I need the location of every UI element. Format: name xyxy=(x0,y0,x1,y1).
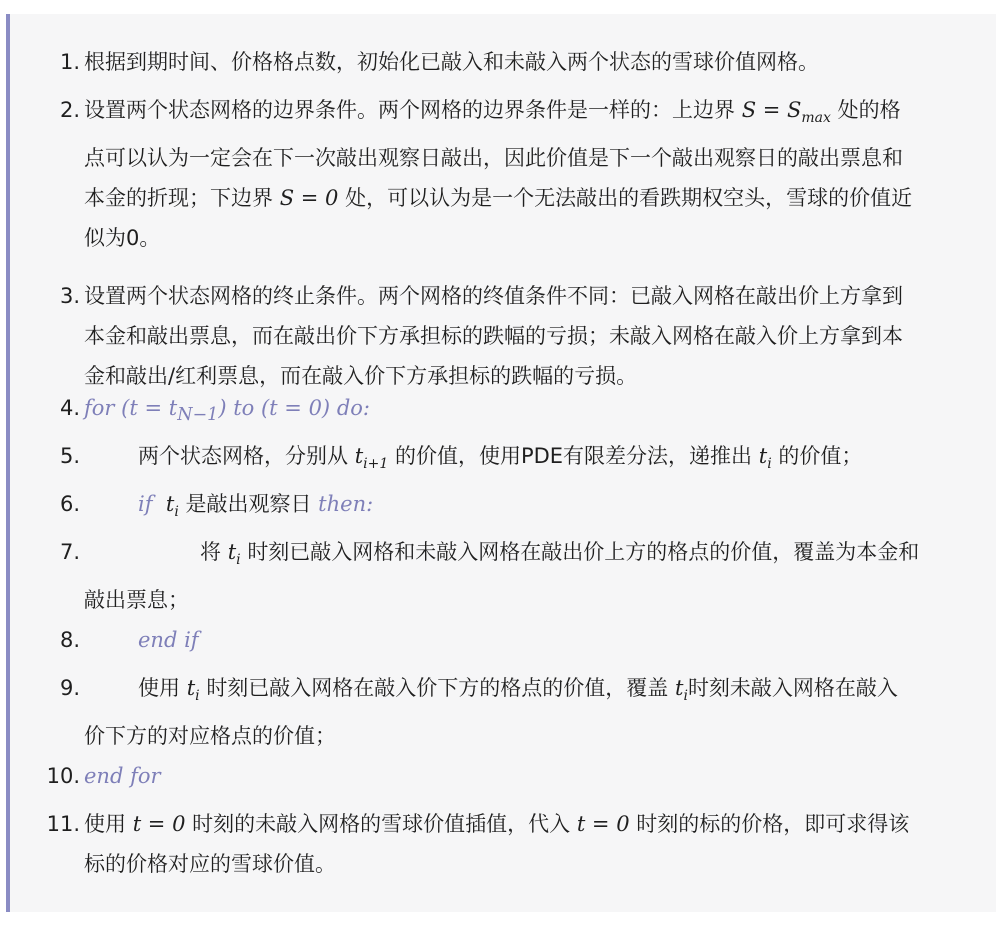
item-text: 点可以认为一定会在下一次敲出观察日敲出，因此价值是下一个敲出观察日的敲出票息和 xyxy=(84,146,903,171)
item-text: 处的格 xyxy=(837,98,901,122)
item-number: 8. xyxy=(59,628,80,652)
blockquote xyxy=(6,14,996,912)
math-expression: $t_i$ xyxy=(165,492,179,521)
keyword-end-if: end if xyxy=(138,628,199,652)
item-text: 敲出票息； xyxy=(84,588,189,613)
item-text: 的价值； xyxy=(778,444,863,468)
item-number: 7. xyxy=(59,540,80,564)
item-text: 价下方的对应格点的价值； xyxy=(84,724,336,749)
item-text: 时刻的标的价格，即可求得该 xyxy=(636,812,910,836)
item-number: 2. xyxy=(59,98,80,122)
item-text: 根据到期时间、价格格点数，初始化已敲入和未敲入两个状态的雪球价值网格。 xyxy=(84,50,819,74)
keyword-do: do: xyxy=(336,396,370,420)
item-number: 3. xyxy=(59,284,80,308)
math-expression: $t_i$ xyxy=(227,540,241,569)
item-text: 使用 xyxy=(84,812,126,836)
item-text: 标的价格对应的雪球价值。 xyxy=(84,852,336,876)
keyword-then: then: xyxy=(318,492,374,516)
item-number: 6. xyxy=(59,492,80,516)
math-expression: $t_i$ xyxy=(675,676,688,705)
keyword-end-for: end for xyxy=(84,764,161,788)
item-text: 本金的折现；下边界 xyxy=(84,186,273,211)
item-number: 11. xyxy=(46,812,80,836)
item-text: 金和敲出/红利票息，而在敲入价下方承担标的跌幅的亏损。 xyxy=(84,364,638,388)
keyword-if: if xyxy=(138,492,153,516)
keyword-for: for xyxy=(84,396,115,420)
math-expression: t = 0 xyxy=(576,812,630,836)
math-expression: $t_{i+1}$ xyxy=(354,444,389,473)
item-text: 设置两个状态网格的边界条件。两个网格的边界条件是一样的：上边界 xyxy=(84,98,735,122)
item-number: 9. xyxy=(59,676,80,700)
item-number: 4. xyxy=(59,396,80,420)
item-text: 是敲出观察日 xyxy=(185,492,312,516)
item-text: 设置两个状态网格的终止条件。两个网格的终值条件不同：已敲入网格在敲出价上方拿到 xyxy=(84,284,903,308)
math-expression: $t_i$ xyxy=(758,444,772,473)
keyword-to: to xyxy=(233,396,255,420)
math-expression: t = 0 xyxy=(132,812,186,836)
item-text: 使用 xyxy=(138,676,180,700)
item-number: 10. xyxy=(46,764,80,788)
item-text: 将 xyxy=(200,540,221,564)
item-text: 时刻已敲入网格和未敲入网格在敲出价上方的格点的价值，覆盖为本金和 xyxy=(247,540,920,564)
math-expression: $S = S_{max}$ xyxy=(741,98,831,127)
math-expression: $t_i$ xyxy=(186,676,200,705)
math-expression: (t = 0) xyxy=(260,396,331,420)
item-text: 的价值，使用PDE有限差分法，递推出 xyxy=(394,444,753,468)
item-text: 两个状态网格，分别从 xyxy=(138,444,348,468)
item-text: 时刻已敲入网格在敲入价下方的格点的价值，覆盖 xyxy=(206,676,669,700)
item-number: 1. xyxy=(59,50,80,74)
item-number: 5. xyxy=(59,444,80,468)
item-text: 处，可以认为是一个无法敲出的看跌期权空头，雪球的价值近 xyxy=(345,186,913,211)
item-text: 本金和敲出票息，而在敲出价下方承担标的跌幅的亏损；未敲入网格在敲入价上方拿到本 xyxy=(84,324,903,348)
item-text: 时刻未敲入网格在敲入 xyxy=(687,676,898,700)
math-expression: $(t = t_{N-1})$ xyxy=(121,396,227,426)
item-text: 时刻的未敲入网格的雪球价值插值，代入 xyxy=(192,812,571,836)
math-expression: S = 0 xyxy=(279,186,339,211)
item-text: 似为0。 xyxy=(84,226,161,251)
